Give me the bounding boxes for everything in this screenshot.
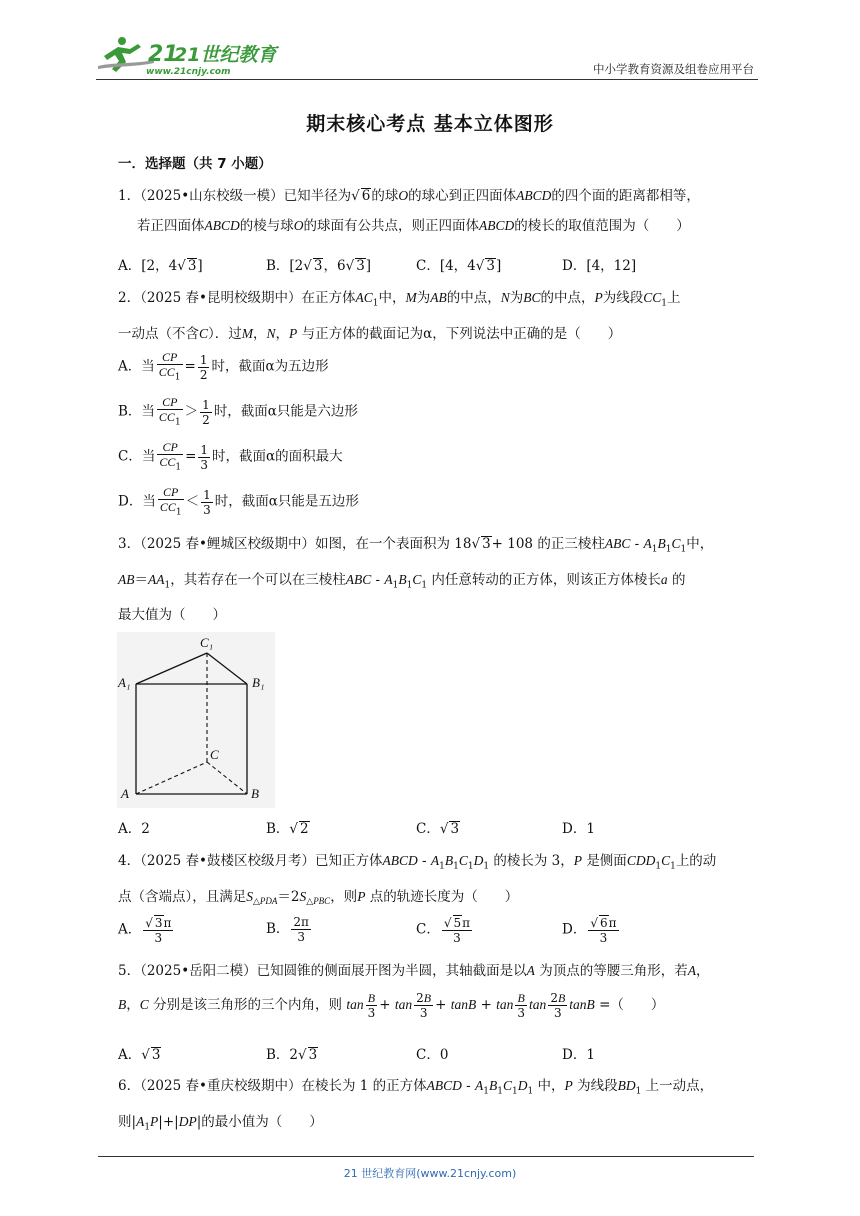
- label-a: A: [121, 786, 129, 801]
- section-heading: 一．选择题（共 7 小题）: [118, 156, 272, 172]
- q2-option-b[interactable]: B．当 $\frac{CP}{CC_1}$ ＞ $\frac{1}{2}$ 时，截面α只能是六边形: [118, 395, 358, 428]
- q5-option-d[interactable]: D．1: [562, 1047, 595, 1063]
- question-2: 2．（2025 春•昆明校级期中）在正方体$AC_1$中，M为AB的中点，N为BC的中点，P为线段$CC_1$上 一动点（不含C）．过M，N，P 与正方体的截面记为α，下列说法中正确的是（ ）: [118, 290, 681, 342]
- footer-divider: [98, 1156, 754, 1157]
- question-3: 3．（2025 春•鲤城区校级期中）如图，在一个表面积为 18√ 3+ 108 的正三棱柱ABC - $A_1B_1C_1$中， $AB=AA_1$，其若存在一个可以在三棱柱ABC - $A_1B_1C_1$ 内任意转动的正方体，则该正方体棱长a 的 最大值为（ ）: [118, 536, 714, 624]
- label-b: B: [251, 786, 259, 801]
- q4-option-d[interactable]: D． $\frac{√ 6\pi}{3}$: [562, 916, 617, 945]
- label-b1: B₁: [252, 675, 265, 690]
- q3-option-b[interactable]: B．√ 2: [266, 821, 309, 837]
- q3-option-a[interactable]: A．2: [118, 821, 150, 837]
- page-title: 期末核心考点 基本立体图形: [306, 113, 554, 135]
- q1-option-d[interactable]: D．[4，12]: [562, 258, 637, 274]
- q2-option-d[interactable]: D．当 $\frac{CP}{CC_1}$ ＜ $\frac{1}{3}$ 时，截面α只能是五边形: [118, 485, 359, 518]
- svg-text:www.21cnjy.com: www.21cnjy.com: [146, 67, 231, 77]
- q5-option-b[interactable]: B．2√ 3: [266, 1047, 318, 1063]
- label-c1: C₁: [200, 635, 214, 650]
- q1-option-c[interactable]: C．[4，4√ 3]: [416, 258, 502, 274]
- q2-option-c[interactable]: C．当 $\frac{CP}{CC_1}$ = $\frac{1}{3}$ 时，截面α的面积最大: [118, 440, 343, 473]
- label-c: C: [210, 747, 219, 762]
- q1-option-a[interactable]: A．[2，4√ 3]: [118, 258, 203, 274]
- q5-option-a[interactable]: A．√ 3: [118, 1047, 161, 1063]
- question-1: 1．（2025•山东校级一模）已知半径为√ 6的球O的球心到正四面体ABCD的四个面的距离都相等， 若正四面体ABCD的棱与球O的球面有公共点，则正四面体ABCD的棱长的取值范围为（ ）: [118, 188, 700, 234]
- question-4: 4．（2025 春•鼓楼区校级月考）已知正方体ABCD - $A_1B_1C_1D_1$ 的棱长为 3，P 是侧面$CDD_1C_1$上的动 点（含端点），且满足$S_{\triangle PDA}=2S_{\triangle PBC}$，则P 点的轨迹长度为（ ）: [118, 853, 717, 908]
- question-5: 5．（2025•岳阳二模）已知圆锥的侧面展开图为半圆，其轴截面是以A 为顶点的等腰三角形，若A， B，C 分别是该三角形的三个内角，则 tan $\frac{B}{3}$ + tan $\frac{2B}{3}$ + tanB + tan $\frac{B}{3}$ tan $\frac{2B}{3}$ tanB =（ ）: [118, 963, 710, 1020]
- header-platform-label: 中小学教育资源及组卷应用平台: [593, 62, 754, 76]
- question-6: 6．（2025 春•重庆校级期中）在棱长为 1 的正方体ABCD - $A_1B_1C_1D_1$ 中，P 为线段$BD_1$ 上一动点， 则$|A_1P|+|DP|$的最小值为（ ）: [118, 1078, 714, 1133]
- svg-text:21: 21: [148, 42, 179, 67]
- q3-option-c[interactable]: C．√ 3: [416, 821, 460, 837]
- q4-option-a[interactable]: A． $\frac{√ 3\pi}{3}$: [118, 916, 172, 945]
- q1-option-b[interactable]: B．[2√ 3，6√ 3]: [266, 258, 372, 274]
- svg-text:21世纪教育: 21世纪教育: [174, 44, 277, 66]
- site-logo: [96, 34, 277, 78]
- label-a1: A₁: [118, 675, 131, 690]
- page-header: [96, 34, 758, 80]
- q3-option-d[interactable]: D．1: [562, 821, 595, 837]
- prism-figure: [117, 632, 275, 808]
- q4-option-b[interactable]: B． $\frac{2\pi}{3}$: [266, 915, 309, 944]
- q5-option-c[interactable]: C．0: [416, 1047, 449, 1063]
- q4-option-c[interactable]: C． $\frac{√ 5\pi}{3}$: [416, 916, 471, 945]
- page-footer[interactable]: 21 世纪教育网(www.21cnjy.com): [343, 1167, 517, 1180]
- q2-option-a[interactable]: A．当 $\frac{CP}{CC_1}$ = $\frac{1}{2}$ 时，截面α为五边形: [118, 350, 329, 383]
